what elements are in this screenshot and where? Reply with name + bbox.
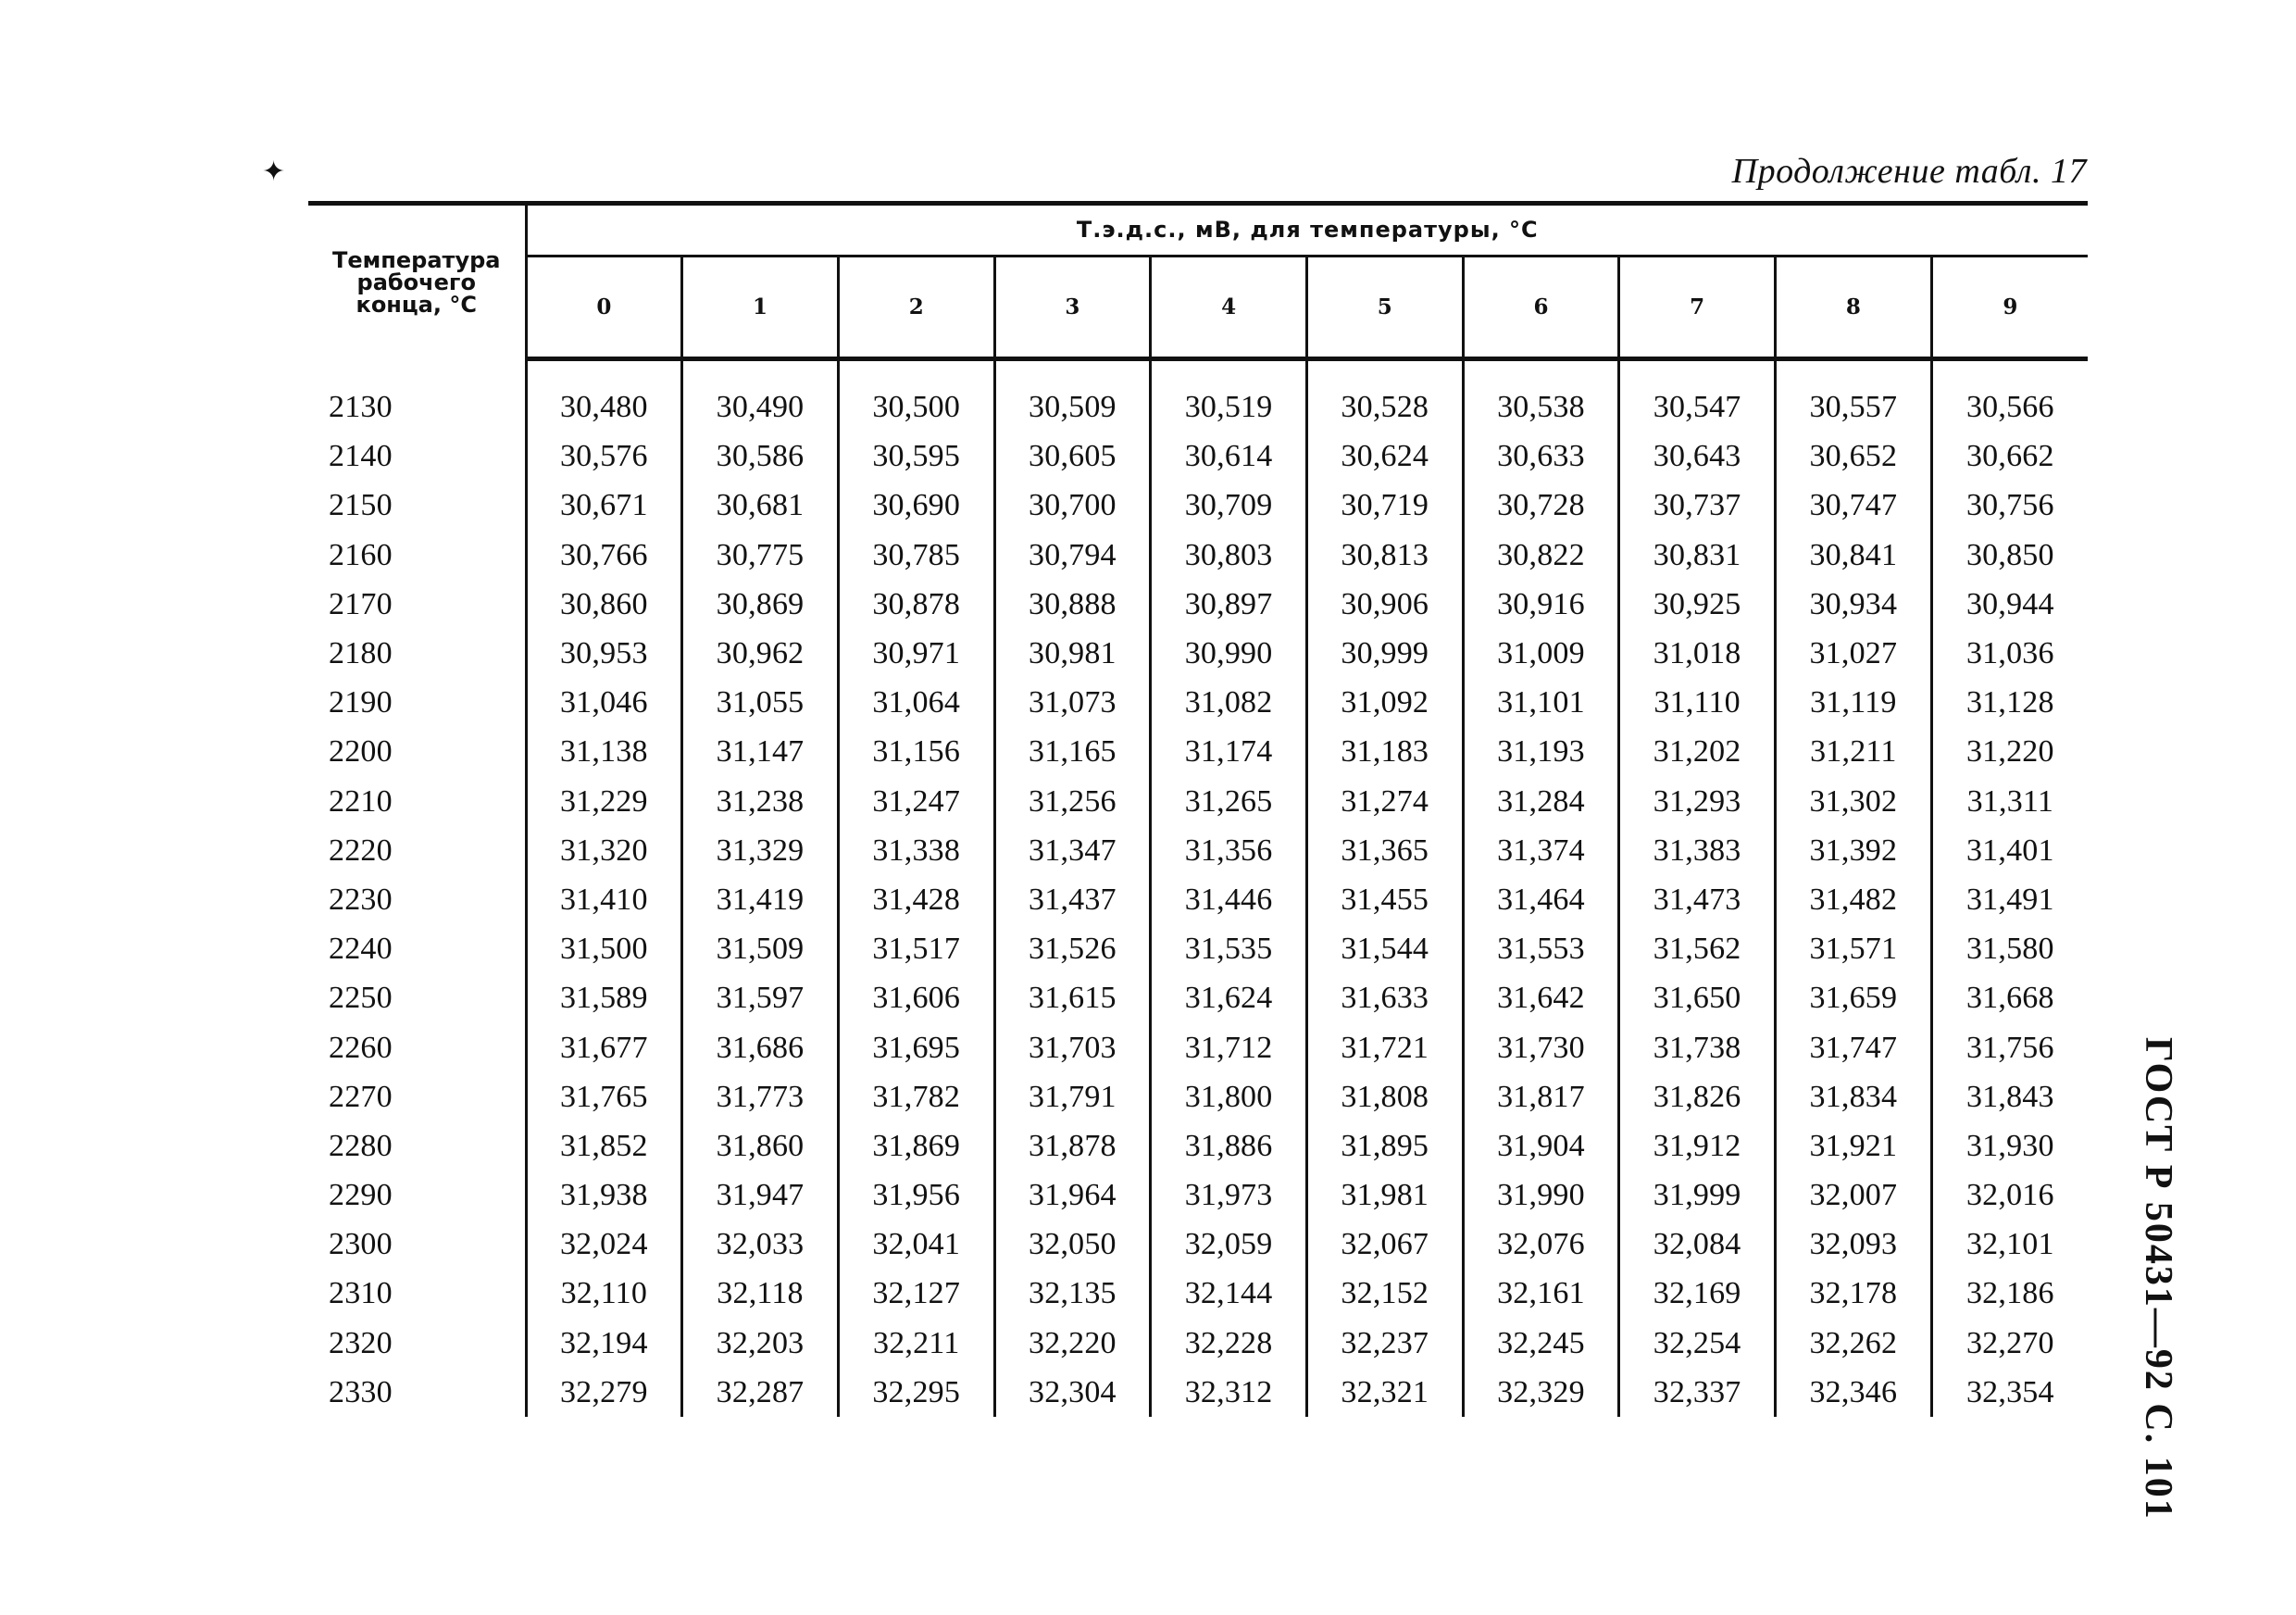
emf-value-cell: 31,826 [1619,1072,1776,1121]
emf-value-cell: 31,428 [838,875,994,924]
emf-value-cell: 31,338 [838,826,994,875]
emf-value-cell: 31,238 [682,777,839,826]
table-row [308,383,2088,432]
emf-value-cell: 30,509 [994,383,1151,432]
emf-value-cell: 31,606 [838,974,994,1023]
emf-value-cell: 32,270 [1965,1325,2054,1360]
emf-value-cell: 30,719 [1306,482,1463,531]
emf-value-cell: 31,843 [1965,1079,2054,1114]
emf-value-cell: 32,033 [682,1221,839,1270]
emf-value-cell: 30,831 [1619,531,1776,580]
emf-value-cell: 31,147 [682,728,839,777]
emf-value-cell: 31,365 [1306,826,1463,875]
table-row [308,1023,2088,1072]
emf-value-cell: 30,822 [1463,531,1619,580]
temperature-cell: 2130 [308,383,526,432]
emf-value-cell: 30,643 [1619,432,1776,482]
emf-value-cell: 30,953 [526,629,682,678]
emf-value-cell: 32,144 [1151,1270,1307,1319]
spacer-cell [1776,358,1932,383]
emf-value-cell: 30,850 [1965,537,2054,572]
emf-value-cell: 32,304 [994,1368,1151,1417]
emf-value-cell: 31,110 [1619,679,1776,728]
emf-value-cell: 30,690 [838,482,994,531]
table-row [308,728,2088,777]
spacer-cell [308,358,526,383]
emf-value-cell: 31,491 [1965,882,2054,917]
emf-value-cell: 31,410 [526,875,682,924]
emf-value-cell: 32,110 [526,1270,682,1319]
emf-value-cell: 31,392 [1776,826,1932,875]
emf-value-cell: 32,152 [1306,1270,1463,1319]
emf-value-cell: 31,284 [1463,777,1619,826]
temperature-cell: 2180 [308,629,526,678]
emf-value-cell: 30,633 [1463,432,1619,482]
temperature-cell: 2280 [308,1121,526,1171]
emf-value-cell: 32,254 [1619,1319,1776,1368]
emf-value-cell: 32,262 [1776,1319,1932,1368]
emf-value-cell: 31,553 [1463,925,1619,974]
emf-value-cell: 30,869 [682,580,839,629]
emf-value-cell: 32,228 [1151,1319,1307,1368]
emf-value-cell: 31,615 [994,974,1151,1023]
emf-value-cell: 30,624 [1306,432,1463,482]
emf-value-cell: 31,633 [1306,974,1463,1023]
temperature-cell: 2310 [308,1270,526,1319]
temperature-cell: 2260 [308,1023,526,1072]
emf-value-cell: 31,912 [1619,1121,1776,1171]
digit-header-row [308,256,2088,358]
digit-header-3: 3 [994,256,1151,358]
emf-value-cell: 31,526 [994,925,1151,974]
temperature-cell: 2220 [308,826,526,875]
emf-value-cell: 31,009 [1463,629,1619,678]
temperature-cell: 2140 [308,432,526,482]
emf-value-cell: 32,220 [994,1319,1151,1368]
table-header [308,204,2088,359]
emf-value-cell: 32,329 [1463,1368,1619,1417]
emf-value-cell: 31,455 [1306,875,1463,924]
emf-value-cell: 31,401 [1965,833,2054,868]
emf-value-cell: 31,981 [1306,1171,1463,1221]
spacer-cell [1151,358,1307,383]
emf-value-cell: 31,509 [682,925,839,974]
emf-value-cell: 31,156 [838,728,994,777]
emf-value-cell: 30,925 [1619,580,1776,629]
emf-value-cell: 30,916 [1463,580,1619,629]
emf-value-cell: 31,274 [1306,777,1463,826]
emf-value-cell: 31,437 [994,875,1151,924]
emf-value-cell: 32,024 [526,1221,682,1270]
spacer-cell [682,358,839,383]
emf-value-cell: 31,256 [994,777,1151,826]
emf-value-cell: 31,921 [1776,1121,1932,1171]
emf-value-cell: 31,947 [682,1171,839,1221]
emf-value-cell: 31,800 [1151,1072,1307,1121]
emf-value-cell: 32,101 [1965,1227,2054,1262]
thermo-emf-table [308,201,2088,1417]
emf-value-cell: 31,695 [838,1023,994,1072]
table-row [308,1072,2088,1121]
emf-value-cell: 31,938 [526,1171,682,1221]
digit-header-4: 4 [1151,256,1307,358]
emf-value-cell: 31,773 [682,1072,839,1121]
emf-value-cell: 30,595 [838,432,994,482]
emf-value-cell: 31,329 [682,826,839,875]
emf-value-cell: 30,803 [1151,531,1307,580]
table-row [308,1221,2088,1270]
emf-value-cell: 32,050 [994,1221,1151,1270]
emf-value-cell: 31,229 [526,777,682,826]
emf-value-cell: 31,073 [994,679,1151,728]
emf-value-cell: 31,064 [838,679,994,728]
emf-value-cell: 30,860 [526,580,682,629]
temperature-cell: 2160 [308,531,526,580]
emf-value-cell: 31,791 [994,1072,1151,1121]
emf-value-cell: 30,971 [838,629,994,678]
row-header-temperature: Температура рабочего конца, °С [308,204,526,359]
emf-value-cell: 31,999 [1619,1171,1776,1221]
emf-value-cell: 31,860 [682,1121,839,1171]
emf-value-cell: 32,312 [1151,1368,1307,1417]
emf-value-cell: 30,813 [1306,531,1463,580]
emf-value-cell: 32,135 [994,1270,1151,1319]
emf-value-cell: 31,027 [1776,629,1932,678]
spacer-cell [1463,358,1619,383]
table-row [308,1121,2088,1171]
emf-value-cell: 31,535 [1151,925,1307,974]
table-body [308,358,2088,1417]
digit-header-1: 1 [682,256,839,358]
emf-value-cell: 31,036 [1965,636,2054,671]
emf-value-cell: 31,193 [1463,728,1619,777]
emf-value-cell: 32,067 [1306,1221,1463,1270]
emf-value-cell: 32,203 [682,1319,839,1368]
emf-value-cell: 30,566 [1965,390,2054,425]
emf-value-cell: 32,279 [526,1368,682,1417]
emf-value-cell: 31,311 [1966,783,2054,819]
emf-value-cell: 31,293 [1619,777,1776,826]
emf-value-cell: 30,652 [1776,432,1932,482]
emf-value-cell: 31,092 [1306,679,1463,728]
emf-value-cell: 31,703 [994,1023,1151,1072]
emf-value-cell: 31,138 [526,728,682,777]
emf-value-cell: 31,834 [1776,1072,1932,1121]
emf-value-cell: 32,321 [1306,1368,1463,1417]
spacer-cell [838,358,994,383]
emf-value-cell: 30,480 [526,383,682,432]
emf-value-cell: 30,944 [1965,586,2054,621]
temperature-cell: 2330 [308,1368,526,1417]
spacer-cell [526,358,682,383]
spacer-cell [1619,358,1776,383]
emf-value-cell: 31,747 [1776,1023,1932,1072]
emf-value-cell: 30,990 [1151,629,1307,678]
emf-value-cell: 31,165 [994,728,1151,777]
emf-value-cell: 31,383 [1619,826,1776,875]
emf-value-cell: 31,597 [682,974,839,1023]
emf-value-cell: 30,671 [526,482,682,531]
standard-id-text: ГОСТ Р 50431—92 С. 101 [2137,1037,2179,1521]
emf-value-cell: 31,808 [1306,1072,1463,1121]
emf-value-cell: 32,346 [1776,1368,1932,1417]
temperature-cell: 2170 [308,580,526,629]
emf-value-cell: 31,659 [1776,974,1932,1023]
emf-value-cell: 31,738 [1619,1023,1776,1072]
emf-value-cell: 32,041 [838,1221,994,1270]
emf-value-cell: 31,562 [1619,925,1776,974]
temperature-cell: 2190 [308,679,526,728]
emf-value-cell: 31,446 [1151,875,1307,924]
emf-value-cell: 31,473 [1619,875,1776,924]
emf-value-cell: 30,841 [1776,531,1932,580]
emf-value-cell: 31,964 [994,1171,1151,1221]
emf-value-cell: 30,528 [1306,383,1463,432]
table-row [308,531,2088,580]
emf-value-cell: 30,576 [526,432,682,482]
emf-value-cell: 31,220 [1965,734,2054,770]
emf-value-cell: 31,990 [1463,1171,1619,1221]
emf-value-cell: 32,016 [1965,1178,2054,1213]
emf-value-cell: 31,211 [1776,728,1932,777]
emf-value-cell: 31,119 [1776,679,1932,728]
emf-value-cell: 31,686 [682,1023,839,1072]
emf-value-cell: 31,677 [526,1023,682,1072]
emf-value-cell: 30,785 [838,531,994,580]
emf-value-cell: 31,580 [1965,932,2054,967]
emf-value-cell: 30,500 [838,383,994,432]
emf-value-cell: 31,642 [1463,974,1619,1023]
emf-value-cell: 31,265 [1151,777,1307,826]
emf-value-cell: 30,878 [838,580,994,629]
emf-value-cell: 30,605 [994,432,1151,482]
emf-value-cell: 31,817 [1463,1072,1619,1121]
table-row [308,1171,2088,1221]
temperature-cell: 2200 [308,728,526,777]
emf-value-cell: 32,007 [1776,1171,1932,1221]
emf-value-cell: 30,538 [1463,383,1619,432]
emf-value-cell: 32,194 [526,1319,682,1368]
emf-value-cell: 31,589 [526,974,682,1023]
emf-value-cell: 32,237 [1306,1319,1463,1368]
corner-mark: ✦ [262,156,286,187]
emf-value-cell: 31,712 [1151,1023,1307,1072]
emf-value-cell: 30,756 [1965,488,2054,523]
temperature-cell: 2290 [308,1171,526,1221]
emf-value-cell: 31,500 [526,925,682,974]
emf-value-cell: 31,930 [1965,1128,2054,1163]
digit-header-7: 7 [1619,256,1776,358]
emf-value-cell: 32,354 [1965,1374,2054,1409]
table-row [308,1270,2088,1319]
emf-value-cell: 31,973 [1151,1171,1307,1221]
emf-value-cell: 32,295 [838,1368,994,1417]
emf-value-cell: 30,557 [1776,383,1932,432]
emf-value-cell: 32,076 [1463,1221,1619,1270]
emf-value-cell: 31,878 [994,1121,1151,1171]
emf-value-cell: 30,547 [1619,383,1776,432]
temperature-cell: 2210 [308,777,526,826]
emf-value-cell: 30,794 [994,531,1151,580]
emf-value-cell: 31,419 [682,875,839,924]
emf-value-cell: 31,730 [1463,1023,1619,1072]
emf-value-cell: 30,981 [994,629,1151,678]
emf-value-cell: 31,101 [1463,679,1619,728]
temperature-cell: 2230 [308,875,526,924]
document-standard-id [2136,1037,2180,1521]
emf-value-cell: 30,662 [1965,439,2054,474]
emf-value-cell: 30,934 [1776,580,1932,629]
emf-value-cell: 31,302 [1776,777,1932,826]
emf-value-cell: 32,084 [1619,1221,1776,1270]
emf-value-cell: 32,118 [682,1270,839,1319]
table-row [308,1319,2088,1368]
emf-value-cell: 31,571 [1776,925,1932,974]
digit-header-6: 6 [1463,256,1619,358]
emf-value-cell: 31,046 [526,679,682,728]
digit-header-2: 2 [838,256,994,358]
table-row [308,875,2088,924]
emf-value-cell: 30,700 [994,482,1151,531]
emf-value-cell: 32,127 [838,1270,994,1319]
emf-value-cell: 31,904 [1463,1121,1619,1171]
emf-value-cell: 31,624 [1151,974,1307,1023]
table-continuation-label: Продолжение табл. 17 [1731,152,2087,191]
table-row [308,679,2088,728]
emf-value-cell: 31,956 [838,1171,994,1221]
emf-value-cell: 31,482 [1776,875,1932,924]
emf-value-cell: 32,169 [1619,1270,1776,1319]
emf-value-cell: 31,869 [838,1121,994,1171]
emf-value-cell: 30,614 [1151,432,1307,482]
table-row [308,1368,2088,1417]
emf-value-cell: 30,775 [682,531,839,580]
digit-header-9: 9 [1931,256,2088,358]
emf-value-cell: 32,245 [1463,1319,1619,1368]
emf-value-cell: 31,055 [682,679,839,728]
table-row [308,974,2088,1023]
temperature-cell: 2300 [308,1221,526,1270]
emf-value-cell: 31,650 [1619,974,1776,1023]
temperature-cell: 2250 [308,974,526,1023]
emf-value-cell: 30,766 [526,531,682,580]
spacer-cell [994,358,1151,383]
group-header-emf: Т.э.д.с., мВ, для температуры, °С [526,204,2088,257]
emf-value-cell: 32,161 [1463,1270,1619,1319]
emf-value-cell: 31,183 [1306,728,1463,777]
emf-value-cell: 31,018 [1619,629,1776,678]
emf-value-cell: 31,174 [1151,728,1307,777]
temperature-cell: 2150 [308,482,526,531]
table-row [308,629,2088,678]
temperature-cell: 2270 [308,1072,526,1121]
emf-value-cell: 31,347 [994,826,1151,875]
emf-value-cell: 32,178 [1776,1270,1932,1319]
emf-value-cell: 31,852 [526,1121,682,1171]
emf-value-cell: 30,906 [1306,580,1463,629]
emf-value-cell: 30,888 [994,580,1151,629]
temperature-cell: 2240 [308,925,526,974]
emf-value-cell: 31,247 [838,777,994,826]
emf-value-cell: 30,586 [682,432,839,482]
emf-value-cell: 30,709 [1151,482,1307,531]
emf-value-cell: 30,519 [1151,383,1307,432]
table-row [308,580,2088,629]
spacer-cell [1931,358,2088,383]
spacer-cell [1306,358,1463,383]
emf-value-cell: 30,897 [1151,580,1307,629]
emf-value-cell: 31,464 [1463,875,1619,924]
emf-value-cell: 31,517 [838,925,994,974]
emf-value-cell: 30,747 [1776,482,1932,531]
emf-value-cell: 31,886 [1151,1121,1307,1171]
emf-value-cell: 31,544 [1306,925,1463,974]
emf-value-cell: 32,093 [1776,1221,1932,1270]
emf-value-cell: 30,681 [682,482,839,531]
emf-value-cell: 32,186 [1965,1276,2054,1311]
emf-value-cell: 32,059 [1151,1221,1307,1270]
emf-value-cell: 32,337 [1619,1368,1776,1417]
emf-value-cell: 31,765 [526,1072,682,1121]
emf-value-cell: 31,320 [526,826,682,875]
emf-value-cell: 31,374 [1463,826,1619,875]
digit-header-0: 0 [526,256,682,358]
table-row [308,925,2088,974]
emf-value-cell: 32,211 [838,1319,994,1368]
emf-value-cell: 31,202 [1619,728,1776,777]
emf-value-cell: 31,128 [1965,685,2054,720]
emf-value-cell: 30,737 [1619,482,1776,531]
emf-value-cell: 31,082 [1151,679,1307,728]
emf-value-cell: 31,782 [838,1072,994,1121]
emf-value-cell: 31,668 [1965,981,2054,1016]
digit-header-8: 8 [1776,256,1932,358]
emf-value-cell: 31,721 [1306,1023,1463,1072]
emf-value-cell: 31,356 [1151,826,1307,875]
table-row [308,482,2088,531]
table-row [308,432,2088,482]
emf-value-cell: 31,756 [1965,1030,2054,1065]
table-row [308,826,2088,875]
emf-value-cell: 30,999 [1306,629,1463,678]
emf-value-cell: 30,490 [682,383,839,432]
emf-value-cell: 31,895 [1306,1121,1463,1171]
spacer-row [308,358,2088,383]
digit-header-5: 5 [1306,256,1463,358]
table-row [308,777,2088,826]
emf-value-cell: 30,728 [1463,482,1619,531]
emf-value-cell: 32,287 [682,1368,839,1417]
emf-value-cell: 30,962 [682,629,839,678]
temperature-cell: 2320 [308,1319,526,1368]
